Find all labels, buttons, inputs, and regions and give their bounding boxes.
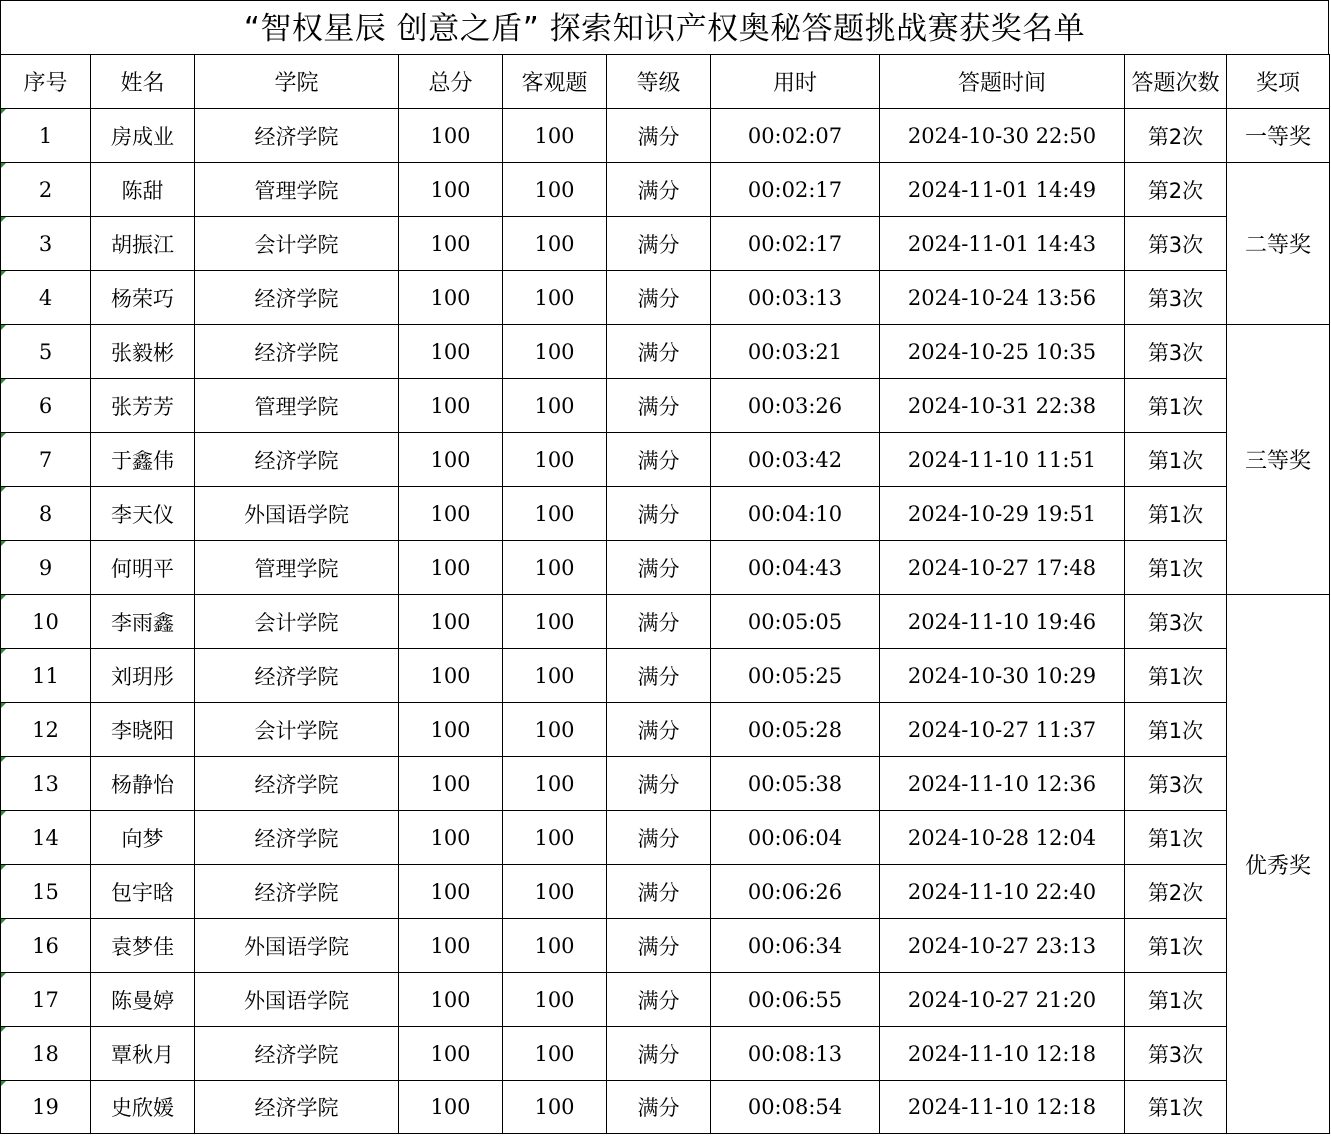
objective-cell[interactable]: 100 <box>503 1081 607 1134</box>
table-row <box>1 163 1330 217</box>
table-body <box>1 109 1330 1134</box>
grade-cell[interactable]: 满分 <box>607 487 711 541</box>
answer-time-cell[interactable]: 2024-11-10 11:51 <box>880 433 1125 487</box>
duration-cell[interactable]: 00:02:07 <box>711 109 880 163</box>
seq-cell[interactable]: 6 <box>1 379 91 433</box>
header-attempt[interactable]: 答题次数 <box>1125 55 1227 109</box>
duration-cell[interactable]: 00:05:38 <box>711 757 880 811</box>
name-cell[interactable]: 杨静怡 <box>91 757 195 811</box>
grade-cell[interactable]: 满分 <box>607 757 711 811</box>
duration-cell[interactable]: 00:05:25 <box>711 649 880 703</box>
grade-cell[interactable]: 满分 <box>607 109 711 163</box>
table-row <box>1 325 1330 379</box>
table-row <box>1 541 1330 595</box>
objective-cell[interactable]: 100 <box>503 271 607 325</box>
answer-time-cell[interactable]: 2024-11-10 19:46 <box>880 595 1125 649</box>
grade-cell[interactable]: 满分 <box>607 703 711 757</box>
college-cell[interactable]: 外国语学院 <box>195 919 399 973</box>
college-cell[interactable]: 管理学院 <box>195 163 399 217</box>
table-row <box>1 757 1330 811</box>
name-cell[interactable]: 于鑫伟 <box>91 433 195 487</box>
attempt-cell[interactable]: 第1次 <box>1125 541 1227 595</box>
total-cell[interactable]: 100 <box>399 757 503 811</box>
duration-cell[interactable]: 00:03:42 <box>711 433 880 487</box>
grade-cell[interactable]: 满分 <box>607 325 711 379</box>
college-cell[interactable]: 会计学院 <box>195 703 399 757</box>
attempt-cell[interactable]: 第1次 <box>1125 811 1227 865</box>
header-row <box>1 55 1330 109</box>
objective-cell[interactable]: 100 <box>503 325 607 379</box>
total-cell[interactable]: 100 <box>399 595 503 649</box>
total-cell[interactable]: 100 <box>399 919 503 973</box>
seq-cell[interactable]: 2 <box>1 163 91 217</box>
table-row <box>1 379 1330 433</box>
duration-cell[interactable]: 00:04:10 <box>711 487 880 541</box>
college-cell[interactable]: 经济学院 <box>195 1027 399 1081</box>
attempt-cell[interactable]: 第1次 <box>1125 973 1227 1027</box>
answer-time-cell[interactable]: 2024-11-10 22:40 <box>880 865 1125 919</box>
attempt-cell[interactable]: 第1次 <box>1125 379 1227 433</box>
college-cell[interactable]: 外国语学院 <box>195 973 399 1027</box>
total-cell[interactable]: 100 <box>399 433 503 487</box>
answer-time-cell[interactable]: 2024-10-31 22:38 <box>880 379 1125 433</box>
attempt-cell[interactable]: 第3次 <box>1125 1027 1227 1081</box>
answer-time-cell[interactable]: 2024-11-10 12:18 <box>880 1027 1125 1081</box>
total-cell[interactable]: 100 <box>399 541 503 595</box>
objective-cell[interactable]: 100 <box>503 919 607 973</box>
objective-cell[interactable]: 100 <box>503 487 607 541</box>
total-cell[interactable]: 100 <box>399 487 503 541</box>
answer-time-cell[interactable]: 2024-10-27 17:48 <box>880 541 1125 595</box>
college-cell[interactable]: 经济学院 <box>195 649 399 703</box>
objective-cell[interactable]: 100 <box>503 649 607 703</box>
duration-cell[interactable]: 00:06:26 <box>711 865 880 919</box>
seq-cell[interactable]: 13 <box>1 757 91 811</box>
answer-time-cell[interactable]: 2024-10-27 11:37 <box>880 703 1125 757</box>
name-cell[interactable]: 刘玥彤 <box>91 649 195 703</box>
college-cell[interactable]: 经济学院 <box>195 109 399 163</box>
header-answer-time[interactable]: 答题时间 <box>880 55 1125 109</box>
grade-cell[interactable]: 满分 <box>607 649 711 703</box>
duration-cell[interactable]: 00:04:43 <box>711 541 880 595</box>
attempt-cell[interactable]: 第1次 <box>1125 919 1227 973</box>
table-row <box>1 811 1330 865</box>
grade-cell[interactable]: 满分 <box>607 919 711 973</box>
header-duration[interactable]: 用时 <box>711 55 880 109</box>
objective-cell[interactable]: 100 <box>503 379 607 433</box>
name-cell[interactable]: 陈甜 <box>91 163 195 217</box>
objective-cell[interactable]: 100 <box>503 757 607 811</box>
grade-cell[interactable]: 满分 <box>607 217 711 271</box>
attempt-cell[interactable]: 第3次 <box>1125 217 1227 271</box>
name-cell[interactable]: 李雨鑫 <box>91 595 195 649</box>
duration-cell[interactable]: 00:06:55 <box>711 973 880 1027</box>
award-cell[interactable]: 优秀奖 <box>1227 595 1330 1134</box>
duration-cell[interactable]: 00:03:13 <box>711 271 880 325</box>
seq-cell[interactable]: 3 <box>1 217 91 271</box>
seq-cell[interactable]: 9 <box>1 541 91 595</box>
objective-cell[interactable]: 100 <box>503 973 607 1027</box>
objective-cell[interactable]: 100 <box>503 811 607 865</box>
seq-cell[interactable]: 18 <box>1 1027 91 1081</box>
total-cell[interactable]: 100 <box>399 109 503 163</box>
answer-time-cell[interactable]: 2024-10-27 21:20 <box>880 973 1125 1027</box>
answer-time-cell[interactable]: 2024-11-01 14:49 <box>880 163 1125 217</box>
duration-cell[interactable]: 00:02:17 <box>711 163 880 217</box>
college-cell[interactable]: 经济学院 <box>195 271 399 325</box>
objective-cell[interactable]: 100 <box>503 541 607 595</box>
objective-cell[interactable]: 100 <box>503 433 607 487</box>
award-cell[interactable]: 三等奖 <box>1227 325 1330 595</box>
name-cell[interactable]: 史欣媛 <box>91 1081 195 1134</box>
college-cell[interactable]: 经济学院 <box>195 325 399 379</box>
total-cell[interactable]: 100 <box>399 865 503 919</box>
attempt-cell[interactable]: 第1次 <box>1125 487 1227 541</box>
table-row <box>1 865 1330 919</box>
answer-time-cell[interactable]: 2024-10-24 13:56 <box>880 271 1125 325</box>
name-cell[interactable]: 覃秋月 <box>91 1027 195 1081</box>
seq-cell[interactable]: 16 <box>1 919 91 973</box>
header-grade[interactable]: 等级 <box>607 55 711 109</box>
duration-cell[interactable]: 00:03:26 <box>711 379 880 433</box>
college-cell[interactable]: 会计学院 <box>195 217 399 271</box>
seq-cell[interactable]: 8 <box>1 487 91 541</box>
table-row <box>1 703 1330 757</box>
total-cell[interactable]: 100 <box>399 649 503 703</box>
grade-cell[interactable]: 满分 <box>607 163 711 217</box>
seq-cell[interactable]: 1 <box>1 109 91 163</box>
objective-cell[interactable]: 100 <box>503 109 607 163</box>
table-row <box>1 433 1330 487</box>
total-cell[interactable]: 100 <box>399 217 503 271</box>
attempt-cell[interactable]: 第2次 <box>1125 163 1227 217</box>
college-cell[interactable]: 经济学院 <box>195 757 399 811</box>
attempt-cell[interactable]: 第3次 <box>1125 271 1227 325</box>
duration-cell[interactable]: 00:05:28 <box>711 703 880 757</box>
grade-cell[interactable]: 满分 <box>607 1027 711 1081</box>
name-cell[interactable]: 房成业 <box>91 109 195 163</box>
objective-cell[interactable]: 100 <box>503 703 607 757</box>
duration-cell[interactable]: 00:06:34 <box>711 919 880 973</box>
seq-cell[interactable]: 19 <box>1 1081 91 1134</box>
duration-cell[interactable]: 00:06:04 <box>711 811 880 865</box>
name-cell[interactable]: 张毅彬 <box>91 325 195 379</box>
table-row <box>1 1081 1330 1134</box>
name-cell[interactable]: 李天仪 <box>91 487 195 541</box>
header-seq[interactable]: 序号 <box>1 55 91 109</box>
attempt-cell[interactable]: 第1次 <box>1125 703 1227 757</box>
attempt-cell[interactable]: 第1次 <box>1125 649 1227 703</box>
name-cell[interactable]: 包宇晗 <box>91 865 195 919</box>
name-cell[interactable]: 何明平 <box>91 541 195 595</box>
seq-cell[interactable]: 4 <box>1 271 91 325</box>
seq-cell[interactable]: 7 <box>1 433 91 487</box>
name-cell[interactable]: 向梦 <box>91 811 195 865</box>
award-table <box>0 54 1330 1134</box>
objective-cell[interactable]: 100 <box>503 865 607 919</box>
header-objective[interactable]: 客观题 <box>503 55 607 109</box>
seq-cell[interactable]: 5 <box>1 325 91 379</box>
name-cell[interactable]: 陈曼婷 <box>91 973 195 1027</box>
table-row <box>1 973 1330 1027</box>
attempt-cell[interactable]: 第3次 <box>1125 325 1227 379</box>
table-row <box>1 919 1330 973</box>
total-cell[interactable]: 100 <box>399 1081 503 1134</box>
duration-cell[interactable]: 00:08:54 <box>711 1081 880 1134</box>
total-cell[interactable]: 100 <box>399 163 503 217</box>
total-cell[interactable]: 100 <box>399 703 503 757</box>
answer-time-cell[interactable]: 2024-10-28 12:04 <box>880 811 1125 865</box>
name-cell[interactable]: 杨荣巧 <box>91 271 195 325</box>
grade-cell[interactable]: 满分 <box>607 1081 711 1134</box>
objective-cell[interactable]: 100 <box>503 595 607 649</box>
seq-cell[interactable]: 14 <box>1 811 91 865</box>
duration-cell[interactable]: 00:02:17 <box>711 217 880 271</box>
award-cell[interactable]: 二等奖 <box>1227 163 1330 325</box>
answer-time-cell[interactable]: 2024-11-01 14:43 <box>880 217 1125 271</box>
table-row <box>1 109 1330 163</box>
total-cell[interactable]: 100 <box>399 1027 503 1081</box>
college-cell[interactable]: 管理学院 <box>195 541 399 595</box>
college-cell[interactable]: 管理学院 <box>195 379 399 433</box>
objective-cell[interactable]: 100 <box>503 217 607 271</box>
table-row <box>1 271 1330 325</box>
attempt-cell[interactable]: 第3次 <box>1125 595 1227 649</box>
name-cell[interactable]: 袁梦佳 <box>91 919 195 973</box>
college-cell[interactable]: 会计学院 <box>195 595 399 649</box>
table-row <box>1 217 1330 271</box>
duration-cell[interactable]: 00:08:13 <box>711 1027 880 1081</box>
answer-time-cell[interactable]: 2024-10-30 10:29 <box>880 649 1125 703</box>
answer-time-cell[interactable]: 2024-11-10 12:18 <box>880 1081 1125 1134</box>
sheet-title: “智权星辰 创意之盾” 探索知识产权奥秘答题挑战赛获奖名单 <box>0 0 1329 54</box>
seq-cell[interactable]: 12 <box>1 703 91 757</box>
name-cell[interactable]: 张芳芳 <box>91 379 195 433</box>
college-cell[interactable]: 经济学院 <box>195 433 399 487</box>
attempt-cell[interactable]: 第1次 <box>1125 1081 1227 1134</box>
grade-cell[interactable]: 满分 <box>607 865 711 919</box>
college-cell[interactable]: 经济学院 <box>195 811 399 865</box>
header-award[interactable]: 奖项 <box>1227 55 1330 109</box>
grade-cell[interactable]: 满分 <box>607 973 711 1027</box>
table-row <box>1 595 1330 649</box>
answer-time-cell[interactable]: 2024-10-29 19:51 <box>880 487 1125 541</box>
college-cell[interactable]: 经济学院 <box>195 1081 399 1134</box>
total-cell[interactable]: 100 <box>399 379 503 433</box>
header-total[interactable]: 总分 <box>399 55 503 109</box>
attempt-cell[interactable]: 第1次 <box>1125 433 1227 487</box>
seq-cell[interactable]: 11 <box>1 649 91 703</box>
grade-cell[interactable]: 满分 <box>607 271 711 325</box>
objective-cell[interactable]: 100 <box>503 1027 607 1081</box>
grade-cell[interactable]: 满分 <box>607 541 711 595</box>
grade-cell[interactable]: 满分 <box>607 433 711 487</box>
total-cell[interactable]: 100 <box>399 811 503 865</box>
answer-time-cell[interactable]: 2024-10-27 23:13 <box>880 919 1125 973</box>
duration-cell[interactable]: 00:05:05 <box>711 595 880 649</box>
grade-cell[interactable]: 满分 <box>607 595 711 649</box>
total-cell[interactable]: 100 <box>399 271 503 325</box>
total-cell[interactable]: 100 <box>399 973 503 1027</box>
award-cell[interactable]: 一等奖 <box>1227 109 1330 163</box>
attempt-cell[interactable]: 第2次 <box>1125 109 1227 163</box>
answer-time-cell[interactable]: 2024-10-25 10:35 <box>880 325 1125 379</box>
header-name[interactable]: 姓名 <box>91 55 195 109</box>
table-row <box>1 649 1330 703</box>
grade-cell[interactable]: 满分 <box>607 379 711 433</box>
college-cell[interactable]: 经济学院 <box>195 865 399 919</box>
table-row <box>1 1027 1330 1081</box>
name-cell[interactable]: 胡振江 <box>91 217 195 271</box>
answer-time-cell[interactable]: 2024-11-10 12:36 <box>880 757 1125 811</box>
name-cell[interactable]: 李晓阳 <box>91 703 195 757</box>
seq-cell[interactable]: 10 <box>1 595 91 649</box>
seq-cell[interactable]: 17 <box>1 973 91 1027</box>
college-cell[interactable]: 外国语学院 <box>195 487 399 541</box>
seq-cell[interactable]: 15 <box>1 865 91 919</box>
total-cell[interactable]: 100 <box>399 325 503 379</box>
answer-time-cell[interactable]: 2024-10-30 22:50 <box>880 109 1125 163</box>
grade-cell[interactable]: 满分 <box>607 811 711 865</box>
header-college[interactable]: 学院 <box>195 55 399 109</box>
duration-cell[interactable]: 00:03:21 <box>711 325 880 379</box>
table-row <box>1 487 1330 541</box>
attempt-cell[interactable]: 第3次 <box>1125 757 1227 811</box>
attempt-cell[interactable]: 第2次 <box>1125 865 1227 919</box>
objective-cell[interactable]: 100 <box>503 163 607 217</box>
